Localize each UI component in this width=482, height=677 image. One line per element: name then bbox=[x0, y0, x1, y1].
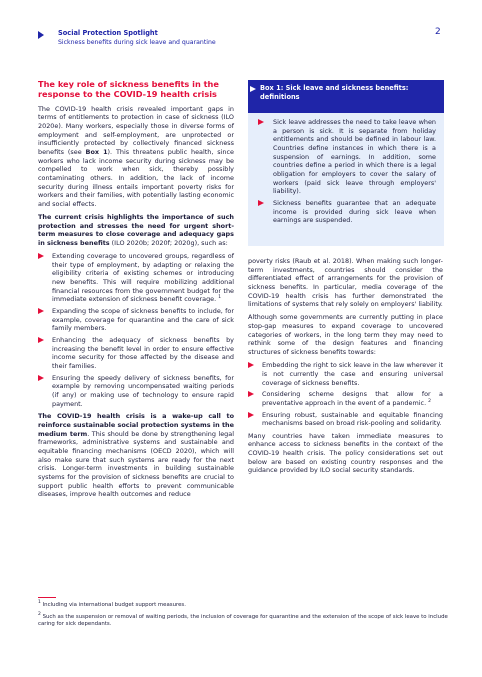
list-item: Embedding the right to sick leave in the law wherever it is not currently the case and ensuring universal coverage of sickness benefits. bbox=[248, 361, 443, 387]
triangle-bullet-icon bbox=[38, 253, 44, 259]
box-header bbox=[248, 80, 444, 113]
triangle-bullet-icon bbox=[248, 391, 254, 397]
triangle-bullet-icon bbox=[38, 337, 44, 343]
paragraph: Many countries have taken immediate measures to enhance access to sickness benefits in the context of the COVID-19 health crisis. The policy considerations set out below are based on existing country responses and the guidance provided by ILO social security standards. bbox=[248, 431, 443, 475]
list-item: Expanding the scope of sickness benefits to include, for example, coverage for quarantine and the care of sick family members. bbox=[38, 307, 234, 333]
definition-box bbox=[248, 80, 444, 246]
bullet-list bbox=[258, 118, 436, 225]
paragraph: The current crisis highlights the importance of such protection and stresses the need for urgent short-term measures to close coverage and adequacy gaps in sickness benefits (ILO 2020b; 2020f; 2020g), such as: bbox=[38, 212, 234, 247]
list-item: Sickness benefits guarantee that an adequate income is provided during sick leave when earnings are suspended. bbox=[258, 199, 436, 225]
triangle-bullet-icon bbox=[250, 86, 256, 92]
paragraph: The COVID-19 health crisis is a wake-up call to reinforce sustainable social protection systems in the medium term. This should be done by strengthening legal frameworks, administrative systems and sustainable and equitable financing mechanisms (OECD 2020), which will also make sure that such systems are ready for the next crisis. Longer-term investments in building sustainable systems for the provision of sickness benefits are crucial to support public health efforts to prevent communicable diseases, improve health outcomes and reduce bbox=[38, 412, 234, 499]
publication-title: Social Protection Spotlight bbox=[58, 29, 158, 37]
list-item: Enhancing the adequacy of sickness benefits by increasing the benefit level in order to ensure effective income security for those affected by the disease and their families. bbox=[38, 336, 234, 371]
left-column bbox=[38, 80, 234, 503]
paragraph: poverty risks (Raub et al. 2018). When making such longer-term investments, countries should consider the differentiated effect of arrangements for the provision of sickness benefits. In particular, media coverage of the COVID-19 health crisis has further demonstrated the limitations of systems that rely solely on employers' liability. bbox=[248, 257, 443, 309]
section-heading: The key role of sickness benefits in the response to the COVID-19 health crisis bbox=[38, 79, 219, 99]
footnote-divider bbox=[38, 597, 56, 598]
footnote: $^1$ Including via international budget support measures. bbox=[38, 600, 186, 608]
footnote: $^2$ Such as the suspension or removal of waiting periods, the inclusion of coverage for quarantine and the extension of the scope of sick leave to include caring for sick dependants. bbox=[38, 612, 448, 628]
bullet-list bbox=[38, 252, 234, 408]
list-item: Sick leave addresses the need to take leave when a person is sick. It is separate from holiday entitlements and should be defined in labour law. Countries define instances in which there is a suspension of earnings. In addition, some countries define a period in which there is a legal obligation for employers to cover the salary of workers (paid sick leave through employers' liability). bbox=[258, 118, 436, 196]
publication-subtitle: Sickness benefits during sick leave and quarantine bbox=[58, 39, 216, 46]
box-body bbox=[258, 118, 436, 229]
list-item: Ensuring the speedy delivery of sickness benefits, for example by removing uncompensated waiting periods (if any) or making use of technology to ensure rapid payment. bbox=[38, 374, 234, 409]
triangle-bullet-icon bbox=[38, 31, 44, 39]
triangle-bullet-icon bbox=[258, 200, 264, 206]
paragraph: Although some governments are currently putting in place stop-gap measures to expand coverage to uncovered categories of workers, in the long term they may need to rethink some of the design features and financing structures of sickness benefits towards: bbox=[248, 313, 443, 357]
triangle-bullet-icon bbox=[248, 412, 254, 418]
list-item: Considering scheme designs that allow for a preventative approach in the event of a pandemic. $^2$ bbox=[248, 390, 443, 407]
paragraph: The COVID-19 health crisis revealed important gaps in terms of entitlements to protection in case of sickness (ILO 2020e). Many workers, especially those in diverse forms of employment and self-employment, are unprotected or insufficiently protected by collectively financed sickness benefits (see Box 1). This threatens public health, since workers who lack income security during sickness may be compelled to work when sick, thereby possibly contaminating others. In addition, the lack of income security during illness entails important poverty risks for workers and their families, with potentially lasting economic and social effects. bbox=[38, 104, 234, 208]
list-item: Ensuring robust, sustainable and equitable financing mechanisms based on broad risk-pooling and solidarity. bbox=[248, 411, 443, 428]
triangle-bullet-icon bbox=[258, 119, 264, 125]
triangle-bullet-icon bbox=[38, 308, 44, 314]
bullet-list bbox=[248, 361, 443, 428]
footnote-ref[interactable]: 2 bbox=[428, 398, 432, 404]
triangle-bullet-icon bbox=[248, 362, 254, 368]
list-item: Extending coverage to uncovered groups, regardless of their type of employment, by adapting or relaxing the eligibility criteria of existing schemes or introducing new benefits. This will require mobilizing additional financial resources from the government budget for the immediate extension of sickness benefit coverage. $^1$ bbox=[38, 252, 234, 304]
triangle-bullet-icon bbox=[38, 375, 44, 381]
right-column bbox=[248, 257, 443, 480]
box-title: Box 1: Sick leave and sickness benefits: definitions bbox=[260, 84, 409, 101]
footnote-ref[interactable]: 1 bbox=[218, 295, 222, 301]
page-number: 2 bbox=[435, 27, 441, 37]
